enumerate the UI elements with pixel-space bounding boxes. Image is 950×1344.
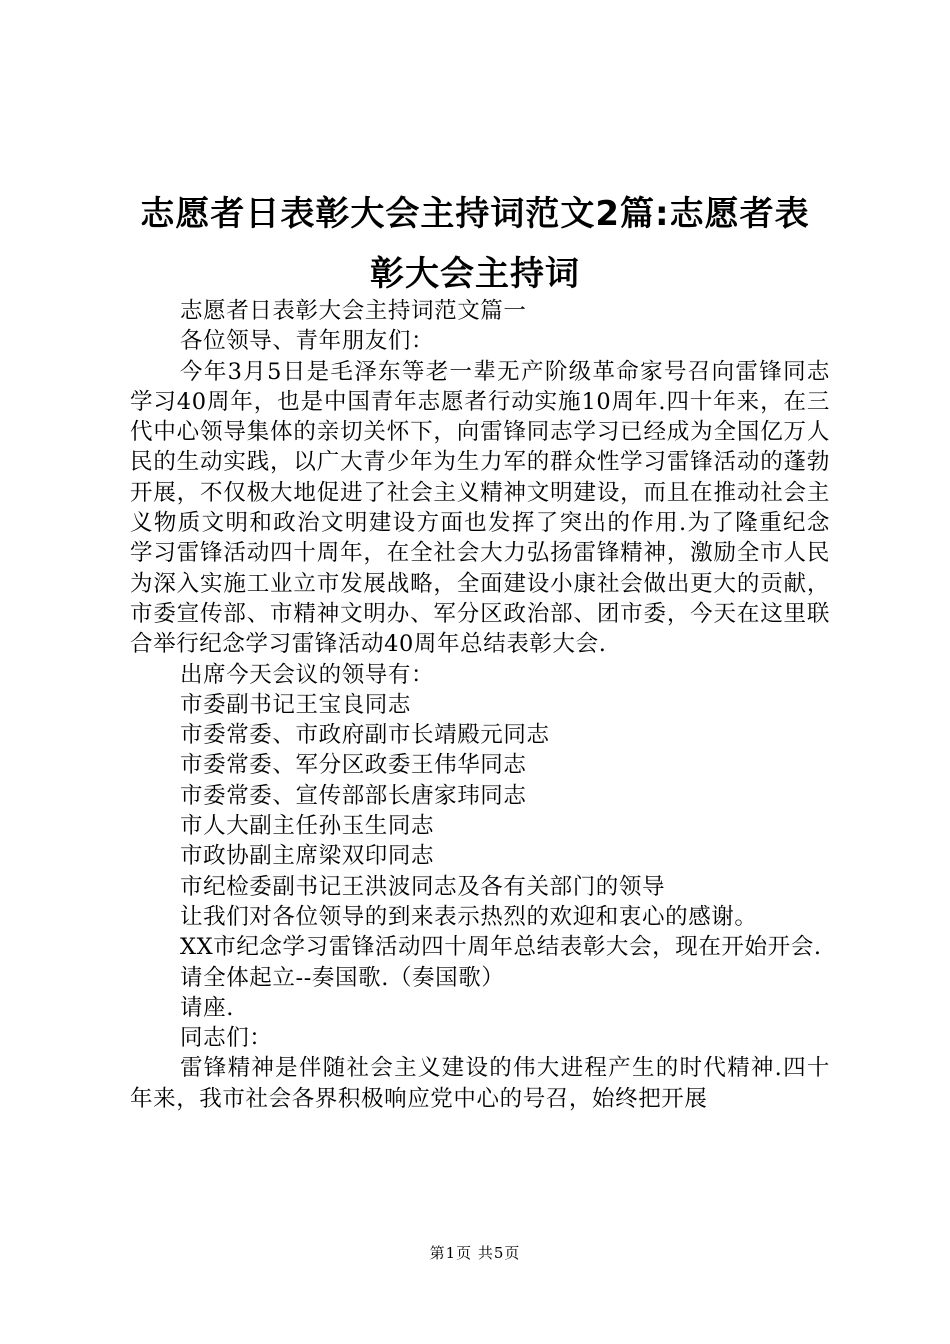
- document-title: [125, 184, 825, 304]
- paragraph: 出席今天会议的领导有：: [180, 661, 435, 688]
- paragraph: 市人大副主任孙玉生同志: [180, 813, 435, 840]
- paragraph: 市政协副主席梁双印同志: [180, 843, 435, 870]
- paragraph: 市委常委、宣传部部长唐家玮同志: [180, 782, 527, 809]
- paragraph: XX市纪念学习雷锋活动四十周年总结表彰大会，现在开始开会.: [180, 934, 822, 961]
- paragraph: 雷锋精神是伴随社会主义建设的伟大进程产生的时代精神.四十年来，我市社会各界积极响应党中心的号召，始终把开展: [130, 1055, 830, 1112]
- document-body: [130, 296, 830, 1114]
- page-footer: 第1页 共5页: [429, 1244, 521, 1262]
- paragraph: 今年3月5日是毛泽东等老一辈无产阶级革命家号召向雷锋同志学习40周年，也是中国青年志愿者行动实施10周年.四十年来，在三代中心领导集体的亲切关怀下，向雷锋同志学习已经成为全国亿万人民的生动实践，以广大青少年为生力军的群众性学习雷锋活动的蓬勃开展，不仅极大地促进了社会主义精神文明建设，而且在推动社会主义物质文明和政治文明建设方面也发挥了突出的作用.为了隆重纪念学习雷锋活动四十周年，在全社会大力弘扬雷锋精神，激励全市人民为深入实施工业立市发展战略，全面建设小康社会做出更大的贡献，市委宣传部、市精神文明办、军分区政治部、团市委，今天在这里联合举行纪念学习雷锋活动40周年总结表彰大会.: [130, 358, 830, 658]
- paragraph: 市委常委、军分区政委王伟华同志: [180, 752, 527, 779]
- paragraph: 请座.: [180, 994, 234, 1021]
- paragraph: 市委常委、市政府副市长靖殿元同志: [180, 722, 550, 749]
- paragraph: 各位领导、青年朋友们：: [180, 328, 435, 355]
- paragraph: 志愿者日表彰大会主持词范文篇一: [180, 298, 527, 324]
- title-line-1: 志愿者日表彰大会主持词范文2篇:志愿者表: [140, 194, 810, 234]
- paragraph: 同志们：: [180, 1025, 273, 1052]
- paragraph: 请全体起立--奏国歌.（奏国歌）: [180, 964, 505, 991]
- paragraph: 市纪检委副书记王洪波同志及各有关部门的领导: [180, 873, 666, 900]
- title-line-2: 彰大会主持词: [370, 254, 580, 294]
- paragraph: 市委副书记王宝良同志: [180, 691, 412, 718]
- paragraph: 让我们对各位领导的到来表示热烈的欢迎和衷心的感谢。: [180, 903, 758, 930]
